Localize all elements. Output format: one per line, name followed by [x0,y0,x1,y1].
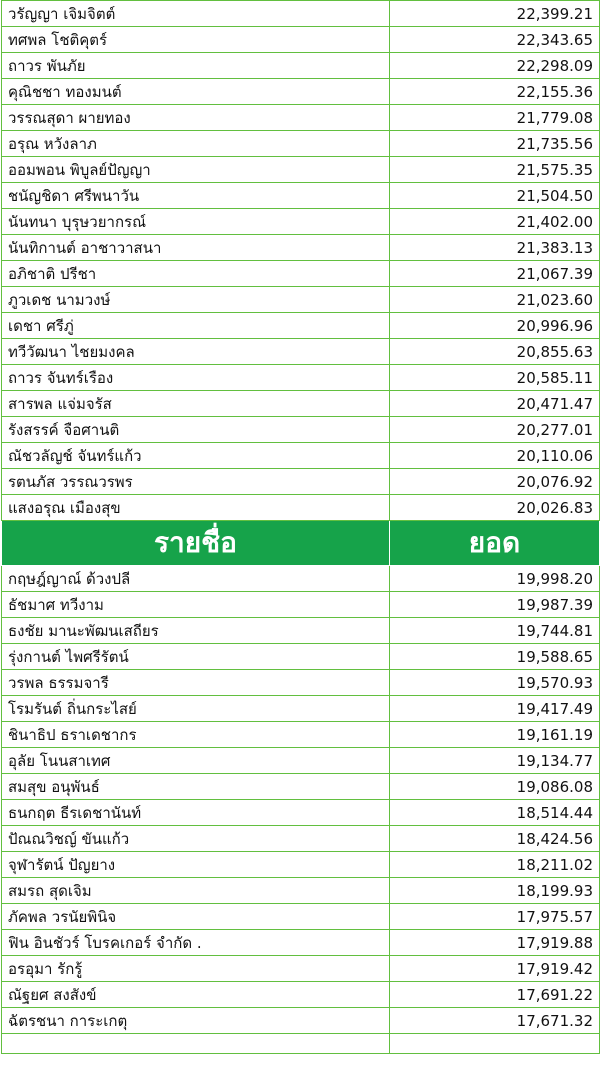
amount-cell: 18,514.44 [390,800,600,826]
amount-cell: 18,199.93 [390,878,600,904]
name-cell: ฉัตรชนา การะเกตุ [2,1008,390,1034]
amount-cell: 17,975.57 [390,904,600,930]
table-row [2,313,600,339]
amount-cell: 22,343.65 [390,27,600,53]
table-row [2,105,600,131]
table-row [2,391,600,417]
name-cell: รตนภัส วรรณวรพร [2,469,390,495]
name-cell: วรรณสุดา ผายทอง [2,105,390,131]
table-row [2,443,600,469]
amount-cell: 17,671.32 [390,1008,600,1034]
table-row [2,696,600,722]
table-row [2,826,600,852]
table-row [2,209,600,235]
table-row [2,1008,600,1034]
table-row [2,183,600,209]
amount-cell: 17,919.42 [390,956,600,982]
amount-cell: 19,417.49 [390,696,600,722]
name-cell: นันทนา บุรุษวยากรณ์ [2,209,390,235]
amount-column-header: ยอด [390,521,600,566]
table-row [2,722,600,748]
amount-cell: 17,691.22 [390,982,600,1008]
amount-cell: 20,026.83 [390,495,600,521]
table-row [2,365,600,391]
amount-cell: 19,086.08 [390,774,600,800]
table-row [2,592,600,618]
amount-cell: 20,110.06 [390,443,600,469]
name-cell: ชนัญชิดา ศรีพนาวัน [2,183,390,209]
name-cell: สมสุข อนุพันธ์ [2,774,390,800]
amount-cell: 21,023.60 [390,287,600,313]
name-cell: อภิชาติ ปรีชา [2,261,390,287]
table-row [2,618,600,644]
table-row [2,131,600,157]
amount-cell: 21,735.56 [390,131,600,157]
ranking-table [1,0,600,1054]
name-cell: กฤษฎ์ญาณ์ ด้วงปลี [2,566,390,592]
amount-cell: 21,383.13 [390,235,600,261]
amount-cell: 19,161.19 [390,722,600,748]
name-cell: คุณิชชา ทองมนต์ [2,79,390,105]
name-cell: แสงอรุณ เมืองสุข [2,495,390,521]
name-cell: ภัคพล วรนัยพินิจ [2,904,390,930]
amount-cell: 20,076.92 [390,469,600,495]
name-cell: ธงชัย มานะพัฒนเสถียร [2,618,390,644]
amount-cell: 21,504.50 [390,183,600,209]
amount-cell: 20,471.47 [390,391,600,417]
name-cell: ฟิน อินชัวร์ โบรคเกอร์ จำกัด . [2,930,390,956]
amount-cell: 19,998.20 [390,566,600,592]
name-cell: อุลัย โนนสาเทศ [2,748,390,774]
table-row [2,670,600,696]
amount-cell: 18,211.02 [390,852,600,878]
amount-cell: 19,987.39 [390,592,600,618]
table-row [2,774,600,800]
column-header-row [2,521,600,566]
name-cell: ชินาธิป ธราเดชากร [2,722,390,748]
name-cell: จุฬารัตน์ ปัญยาง [2,852,390,878]
table-row [2,53,600,79]
table-row [2,930,600,956]
name-cell: ถาวร พันภัย [2,53,390,79]
top-rows [2,1,600,521]
name-cell: เดชา ศรีภู่ [2,313,390,339]
amount-cell: 17,919.88 [390,930,600,956]
table-row [2,878,600,904]
amount-cell: 20,996.96 [390,313,600,339]
amount-cell: 22,298.09 [390,53,600,79]
amount-cell: 19,744.81 [390,618,600,644]
name-cell: ทวีวัฒนา ไชยมงคล [2,339,390,365]
name-cell: ธนกฤต ธีรเดชานันท์ [2,800,390,826]
name-cell: สารพล แจ่มจรัส [2,391,390,417]
table-row [2,852,600,878]
name-cell: ณัชวลัญช์ จันทร์แก้ว [2,443,390,469]
table-row [2,79,600,105]
amount-cell: 19,570.93 [390,670,600,696]
amount-cell: 21,575.35 [390,157,600,183]
name-cell: ภูวเดช นามวงษ์ [2,287,390,313]
table-row [2,644,600,670]
name-cell: โรมรันต์ ถิ่นกระไสย์ [2,696,390,722]
table-row [2,261,600,287]
amount-cell: 20,277.01 [390,417,600,443]
table-row [2,157,600,183]
table-row [2,417,600,443]
table-row [2,956,600,982]
amount-cell: 20,585.11 [390,365,600,391]
table-row [2,469,600,495]
amount-cell: 20,855.63 [390,339,600,365]
amount-cell: 18,424.56 [390,826,600,852]
amount-cell: 22,399.21 [390,1,600,27]
table-row [2,27,600,53]
table-row [2,339,600,365]
table-row [2,748,600,774]
table-row [2,1,600,27]
bottom-rows [2,566,600,1034]
name-cell: วรพล ธรรมจารี [2,670,390,696]
name-cell: ออมพอน พิบูลย์ปัญญา [2,157,390,183]
name-cell: ปัณณวิชญ์ ขันแก้ว [2,826,390,852]
table-row [2,495,600,521]
name-cell: อรุณ หวังลาภ [2,131,390,157]
amount-cell: 22,155.36 [390,79,600,105]
name-cell: ทศพล โชติคุตร์ [2,27,390,53]
name-cell: สมรถ สุดเจิม [2,878,390,904]
amount-cell: 21,067.39 [390,261,600,287]
table-row [2,904,600,930]
amount-cell: 21,402.00 [390,209,600,235]
table-row [2,566,600,592]
table-row [2,235,600,261]
name-cell: ธัชมาศ ทวีงาม [2,592,390,618]
name-cell: นันทิกานต์ อาชาวาสนา [2,235,390,261]
name-column-header: รายชื่อ [2,521,390,566]
name-cell: อรอุมา รักรู้ [2,956,390,982]
amount-cell: 19,134.77 [390,748,600,774]
name-cell: ถาวร จันทร์เรือง [2,365,390,391]
amount-cell: 19,588.65 [390,644,600,670]
name-cell: วรัญญา เจิมจิตต์ [2,1,390,27]
partial-row [2,1034,600,1054]
name-cell: ณัฐยศ สงสังข์ [2,982,390,1008]
amount-cell: 21,779.08 [390,105,600,131]
name-cell: รุ่งกานต์ ไพศรีรัตน์ [2,644,390,670]
table-row [2,287,600,313]
table-row [2,800,600,826]
table-row [2,982,600,1008]
name-cell: รังสรรค์ จือศานติ [2,417,390,443]
